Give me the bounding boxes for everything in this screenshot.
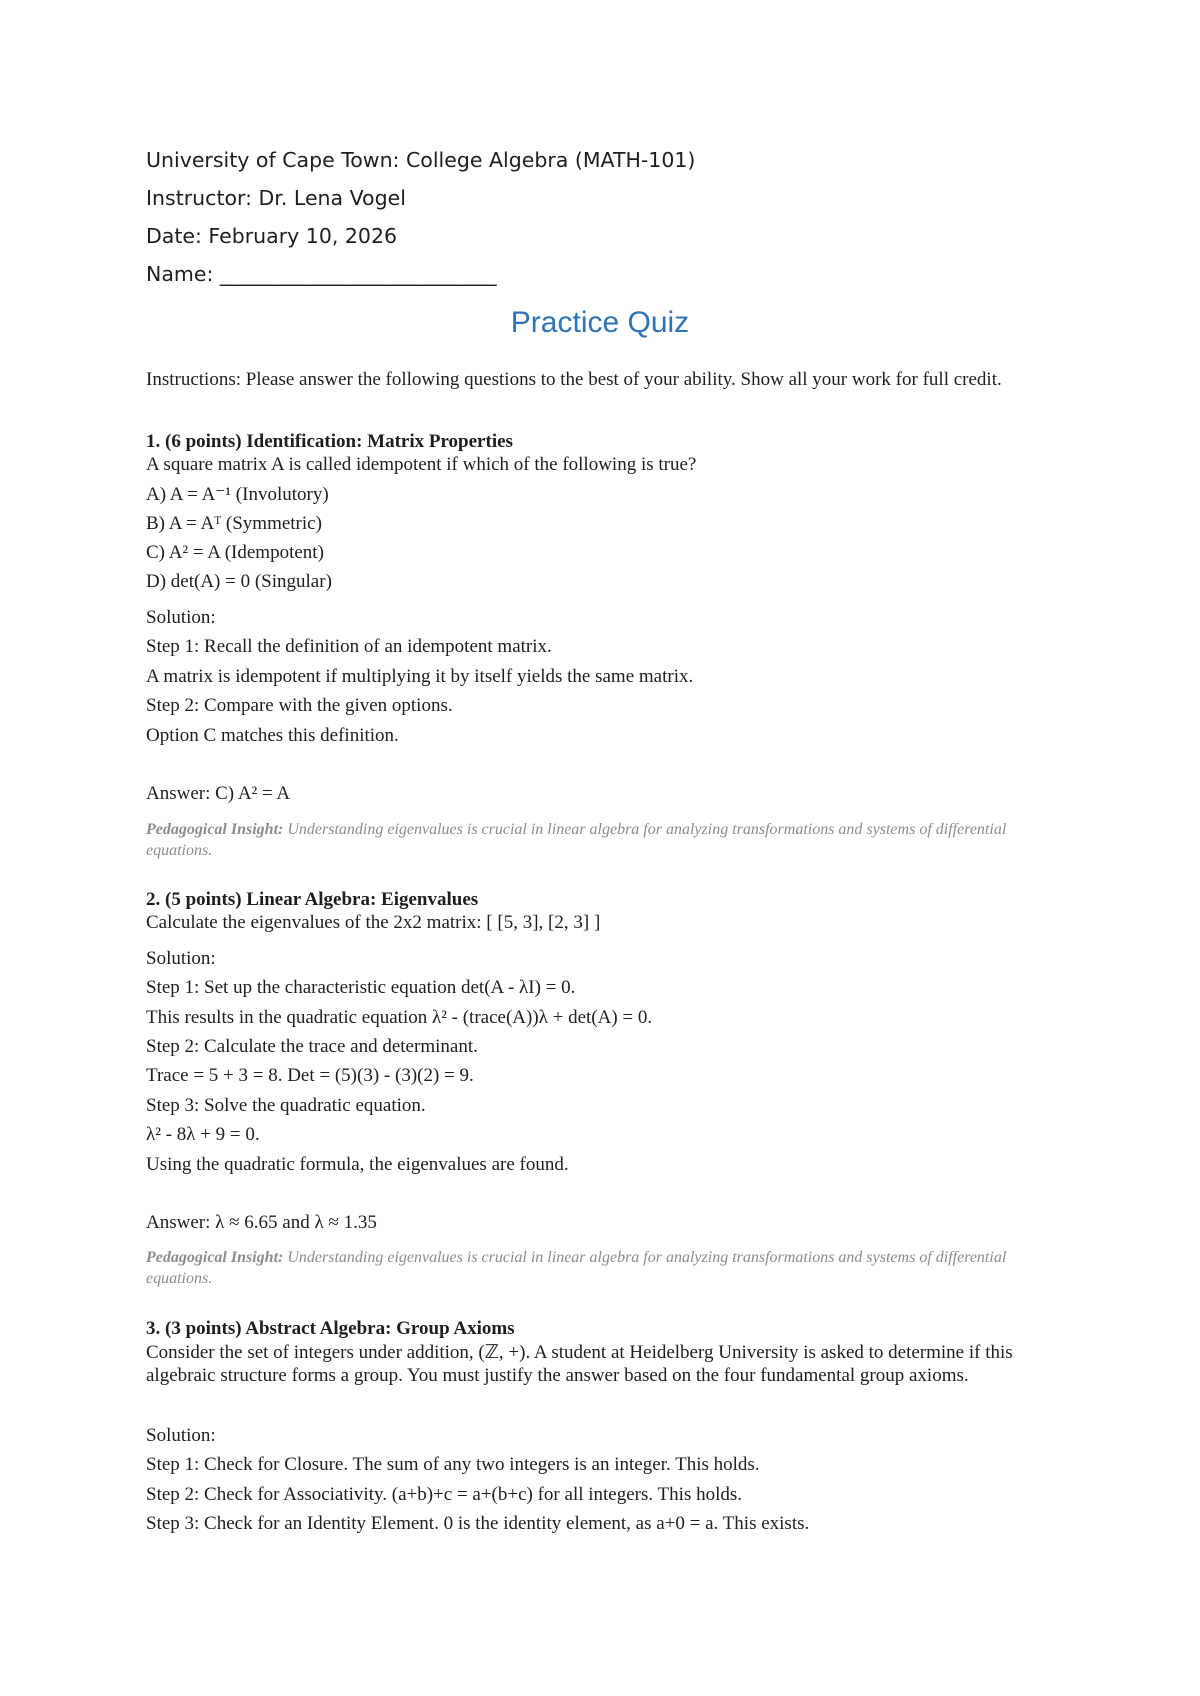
question-2-step: Using the quadratic formula, the eigenvalues are found. xyxy=(146,1154,569,1175)
insight-text: Understanding eigenvalues is crucial in linear algebra for analyzing transformations and systems of differential equations. xyxy=(146,821,1007,859)
question-1-answer: Answer: C) A² = A xyxy=(146,783,291,804)
question-3-solution-label: Solution: xyxy=(146,1425,216,1446)
question-3-prompt: Consider the set of integers under addition, (ℤ, +). A student at Heidelberg University is asked to determine if this algebraic structure forms a group. You must justify the answer based on the four fundamental group axioms. xyxy=(146,1342,1013,1386)
question-2-step: This results in the quadratic equation λ² - (trace(A))λ + det(A) = 0. xyxy=(146,1007,653,1028)
instructions-text: Instructions: Please answer the following questions to the best of your ability. Show all your work for full credit. xyxy=(146,369,1002,390)
question-2-solution-label: Solution: xyxy=(146,948,216,969)
question-2-step: Step 2: Calculate the trace and determinant. xyxy=(146,1036,478,1057)
insight-text: Understanding eigenvalues is crucial in linear algebra for analyzing transformations and systems of differential equations. xyxy=(146,1249,1007,1287)
question-2-heading: 2. (5 points) Linear Algebra: Eigenvalues xyxy=(146,889,479,910)
question-1-option-b: B) A = Aᵀ (Symmetric) xyxy=(146,513,322,534)
question-1-option-c: C) A² = A (Idempotent) xyxy=(146,542,324,563)
question-2-prompt: Calculate the eigenvalues of the 2x2 matrix: [ [5, 3], [2, 3] ] xyxy=(146,912,601,933)
name-line: Name: ___________________________ xyxy=(146,262,497,286)
question-1-step: A matrix is idempotent if multiplying it by itself yields the same matrix. xyxy=(146,666,694,687)
course-title: University of Cape Town: College Algebra (MATH-101) xyxy=(146,148,696,172)
question-2-step: Trace = 5 + 3 = 8. Det = (5)(3) - (3)(2) = 9. xyxy=(146,1065,474,1086)
question-2-step: λ² - 8λ + 9 = 0. xyxy=(146,1124,260,1145)
question-1-option-a: A) A = A⁻¹ (Involutory) xyxy=(146,484,329,505)
instructor-line: Instructor: Dr. Lena Vogel xyxy=(146,186,406,210)
question-1-solution-label: Solution: xyxy=(146,607,216,628)
question-1-step: Option C matches this definition. xyxy=(146,725,399,746)
question-2-insight xyxy=(146,1247,1066,1289)
insight-lead: Pedagogical Insight: xyxy=(146,821,284,838)
question-3-heading: 3. (3 points) Abstract Algebra: Group Axioms xyxy=(146,1318,515,1339)
question-2-answer: Answer: λ ≈ 6.65 and λ ≈ 1.35 xyxy=(146,1212,377,1233)
date-line: Date: February 10, 2026 xyxy=(146,224,398,248)
question-1-heading: 1. (6 points) Identification: Matrix Properties xyxy=(146,431,513,452)
question-2-step: Step 3: Solve the quadratic equation. xyxy=(146,1095,426,1116)
question-3-step: Step 3: Check for an Identity Element. 0 is the identity element, as a+0 = a. This exists. xyxy=(146,1513,810,1534)
question-3-step: Step 1: Check for Closure. The sum of any two integers is an integer. This holds. xyxy=(146,1454,760,1475)
question-1-insight xyxy=(146,819,1066,861)
question-1-prompt: A square matrix A is called idempotent if which of the following is true? xyxy=(146,454,697,475)
question-1-step: Step 1: Recall the definition of an idempotent matrix. xyxy=(146,636,552,657)
page-title: Practice Quiz xyxy=(510,306,690,339)
question-3-step: Step 2: Check for Associativity. (a+b)+c = a+(b+c) for all integers. This holds. xyxy=(146,1484,743,1505)
question-2-step: Step 1: Set up the characteristic equation det(A - λI) = 0. xyxy=(146,977,576,998)
question-1-step: Step 2: Compare with the given options. xyxy=(146,695,453,716)
question-1-option-d: D) det(A) = 0 (Singular) xyxy=(146,571,332,592)
insight-lead: Pedagogical Insight: xyxy=(146,1249,284,1266)
